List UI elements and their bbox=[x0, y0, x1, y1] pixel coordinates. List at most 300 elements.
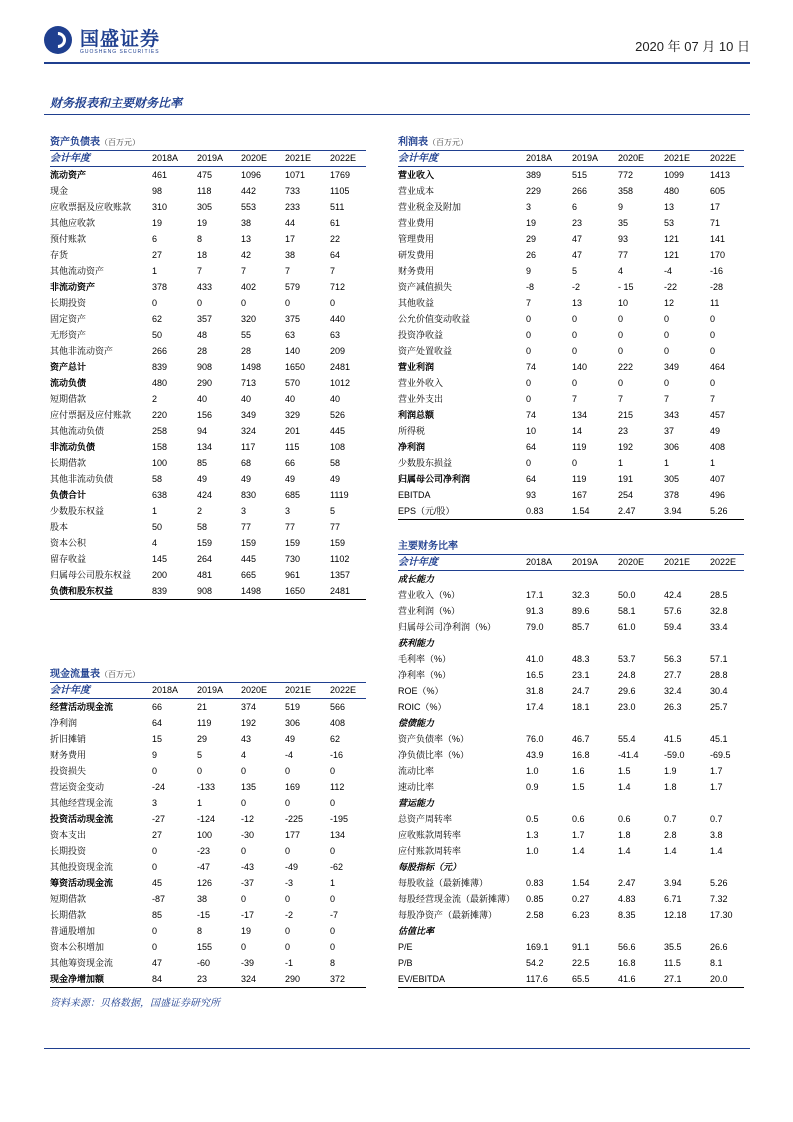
ratios-cell: 17.1 bbox=[526, 590, 544, 600]
income-cell: 1099 bbox=[664, 170, 685, 180]
income-cell: 0 bbox=[572, 330, 578, 340]
ratios-cell: 65.5 bbox=[572, 974, 590, 984]
balance-row-label: 资本公积 bbox=[50, 538, 87, 548]
cashflow-cell: 306 bbox=[285, 718, 301, 728]
balance-cell: 961 bbox=[285, 570, 301, 580]
income-cell: 5 bbox=[572, 266, 578, 276]
cashflow-cell: 0 bbox=[330, 894, 336, 904]
income-cell: 121 bbox=[664, 234, 680, 244]
income-cell: -28 bbox=[710, 282, 724, 292]
ratios-cell: 0.85 bbox=[526, 894, 544, 904]
cashflow-cell: 23 bbox=[197, 974, 208, 984]
cashflow-cell: -43 bbox=[241, 862, 255, 872]
balance-row-label: 少数股东权益 bbox=[50, 506, 105, 516]
balance-cell: 570 bbox=[285, 378, 301, 388]
income-cell: -16 bbox=[710, 266, 724, 276]
income-cell: 140 bbox=[572, 362, 588, 372]
ratios-cell: 6.23 bbox=[572, 910, 590, 920]
income-cell: 47 bbox=[572, 250, 583, 260]
income-row bbox=[398, 503, 744, 519]
cashflow-cell: 27 bbox=[152, 830, 163, 840]
balance-row-label: 留存收益 bbox=[50, 554, 87, 564]
income-row-label: 少数股东损益 bbox=[398, 458, 453, 468]
cashflow-cell: -24 bbox=[152, 782, 166, 792]
income-cell: 119 bbox=[572, 474, 587, 484]
balance-cell: 209 bbox=[330, 346, 346, 356]
balance-cell: 77 bbox=[241, 522, 252, 532]
income-cell: 47 bbox=[572, 234, 583, 244]
income-row-label: EBITDA bbox=[398, 490, 431, 500]
ratios-cell: 17.30 bbox=[710, 910, 733, 920]
cashflow-cell: -49 bbox=[285, 862, 299, 872]
cashflow-row bbox=[50, 715, 366, 731]
ratios-row bbox=[398, 939, 744, 955]
balance-cell: 58 bbox=[197, 522, 208, 532]
balance-row-label: 固定资产 bbox=[50, 314, 87, 324]
ratios-cell: 1.4 bbox=[572, 846, 585, 856]
balance-cell: 98 bbox=[152, 186, 163, 196]
balance-cell: 68 bbox=[241, 458, 252, 468]
cashflow-cell: 566 bbox=[330, 702, 346, 712]
balance-cell: 713 bbox=[241, 378, 257, 388]
income-cell: 0 bbox=[526, 458, 532, 468]
ratios-cell: 57.1 bbox=[710, 654, 728, 664]
cashflow-cell: 0 bbox=[330, 846, 336, 856]
income-row-label: 归属母公司净利润 bbox=[398, 474, 471, 484]
balance-cell: 7 bbox=[241, 266, 247, 276]
ratios-cell bbox=[526, 715, 572, 731]
ratios-cell: 45.1 bbox=[710, 734, 728, 744]
ratios-cell: 1.8 bbox=[618, 830, 631, 840]
ratios-row-label: 应收账款周转率 bbox=[398, 830, 462, 840]
balance-row bbox=[50, 183, 366, 199]
balance-cell: 1498 bbox=[241, 362, 262, 372]
balance-cell: 233 bbox=[285, 202, 301, 212]
income-row bbox=[398, 231, 744, 247]
balance-row bbox=[50, 231, 366, 247]
ratios-cell: 91.3 bbox=[526, 606, 544, 616]
income-cell: 7 bbox=[710, 394, 716, 404]
balance-cell: 305 bbox=[197, 202, 213, 212]
balance-cell: 38 bbox=[285, 250, 296, 260]
ratios-cell: 30.4 bbox=[710, 686, 728, 696]
income-cell: 74 bbox=[526, 410, 537, 420]
ratios-cell bbox=[526, 795, 572, 811]
cashflow-cell: -124 bbox=[197, 814, 216, 824]
ratios-cell bbox=[572, 635, 618, 651]
balance-cell: 0 bbox=[285, 298, 291, 308]
ratios-row bbox=[398, 955, 744, 971]
income-cell: 26 bbox=[526, 250, 537, 260]
income-cell: 0 bbox=[710, 346, 716, 356]
ratios-cell: 2.8 bbox=[664, 830, 677, 840]
balance-cell: 28 bbox=[197, 346, 208, 356]
cashflow-cell: -30 bbox=[241, 830, 255, 840]
cashflow-cell: 0 bbox=[241, 942, 247, 952]
balance-header-row bbox=[50, 151, 366, 167]
ratios-cell: 1.5 bbox=[572, 782, 585, 792]
balance-cell: 94 bbox=[197, 426, 208, 436]
income-row-label: EPS（元/股） bbox=[398, 506, 455, 516]
cashflow-row bbox=[50, 811, 366, 827]
cashflow-row bbox=[50, 875, 366, 891]
cashflow-row bbox=[50, 699, 366, 715]
balance-row bbox=[50, 423, 366, 439]
cashflow-cell: -7 bbox=[330, 910, 339, 920]
income-cell: 457 bbox=[710, 410, 726, 420]
income-cell: 10 bbox=[526, 426, 537, 436]
balance-cell: 481 bbox=[197, 570, 213, 580]
balance-cell: 13 bbox=[241, 234, 252, 244]
ratios-row-label: 营业收入（%） bbox=[398, 590, 461, 600]
balance-cell: 19 bbox=[197, 218, 208, 228]
ratios-section-row bbox=[398, 715, 744, 731]
balance-cell: 19 bbox=[152, 218, 163, 228]
ratios-cell: 61.0 bbox=[618, 622, 636, 632]
ratios-cell: 42.4 bbox=[664, 590, 682, 600]
balance-cell: 50 bbox=[152, 522, 163, 532]
balance-row-label: 预付账款 bbox=[50, 234, 87, 244]
ratios-row-label: 应付账款周转率 bbox=[398, 846, 462, 856]
income-cell: 4 bbox=[618, 266, 624, 276]
balance-cell: 1102 bbox=[330, 554, 350, 564]
balance-cell: 424 bbox=[197, 490, 213, 500]
ratios-cell: 16.5 bbox=[526, 670, 544, 680]
cashflow-cell: -37 bbox=[241, 878, 255, 888]
balance-row bbox=[50, 503, 366, 519]
income-cell: 0 bbox=[618, 314, 624, 324]
ratios-row bbox=[398, 891, 744, 907]
income-cell: 0.83 bbox=[526, 506, 544, 516]
cashflow-cell: 290 bbox=[285, 974, 301, 984]
income-unit: （百万元） bbox=[428, 138, 468, 147]
ratios-cell bbox=[710, 795, 744, 811]
balance-row-label: 长期投资 bbox=[50, 298, 87, 308]
income-cell: 64 bbox=[526, 442, 537, 452]
balance-cell: 0 bbox=[330, 298, 336, 308]
cashflow-cell: 45 bbox=[152, 878, 163, 888]
cashflow-cell: 84 bbox=[152, 974, 163, 984]
balance-cell: 48 bbox=[197, 330, 208, 340]
ratios-cell bbox=[710, 859, 744, 875]
income-cell: 254 bbox=[618, 490, 634, 500]
income-row-label: 其他收益 bbox=[398, 298, 435, 308]
cashflow-cell: 119 bbox=[197, 718, 212, 728]
ratios-cell: 17.4 bbox=[526, 702, 544, 712]
ratios-caption bbox=[398, 540, 744, 554]
balance-cell: 66 bbox=[285, 458, 296, 468]
cashflow-cell: 5 bbox=[197, 750, 203, 760]
income-cell: -2 bbox=[572, 282, 581, 292]
income-cell: 2.47 bbox=[618, 506, 636, 516]
cashflow-cell: 85 bbox=[152, 910, 163, 920]
data-source-note: 资料来源：贝格数据，国盛证券研究所 bbox=[50, 998, 220, 1009]
cashflow-cell: 0 bbox=[197, 766, 203, 776]
ratios-cell: 41.5 bbox=[664, 734, 682, 744]
balance-cell: 2 bbox=[152, 394, 158, 404]
cashflow-row-label: 投资损失 bbox=[50, 766, 87, 776]
ratios-cell bbox=[618, 571, 664, 587]
cashflow-cell: 408 bbox=[330, 718, 346, 728]
balance-cell: 830 bbox=[241, 490, 257, 500]
income-row bbox=[398, 311, 744, 327]
income-cell: 17 bbox=[710, 202, 721, 212]
balance-cell: 480 bbox=[152, 378, 168, 388]
income-cell: 0 bbox=[618, 378, 624, 388]
ratios-row bbox=[398, 683, 744, 699]
income-cell: 772 bbox=[618, 170, 634, 180]
ratios-cell: 48.3 bbox=[572, 654, 590, 664]
ratios-cell: 76.0 bbox=[526, 734, 544, 744]
ratios-cell: -41.4 bbox=[618, 750, 639, 760]
balance-cell: 50 bbox=[152, 330, 163, 340]
income-cell: 222 bbox=[618, 362, 634, 372]
income-cell: 305 bbox=[664, 474, 680, 484]
ratios-section-row bbox=[398, 859, 744, 875]
cashflow-cell: 100 bbox=[197, 830, 213, 840]
ratios-cell: 33.4 bbox=[710, 622, 728, 632]
balance-unit: （百万元） bbox=[100, 138, 140, 147]
balance-cell: 77 bbox=[330, 522, 341, 532]
income-cell: 0 bbox=[526, 330, 532, 340]
ratios-cell bbox=[664, 859, 710, 875]
income-cell: 9 bbox=[618, 202, 624, 212]
balance-cell: 733 bbox=[285, 186, 301, 196]
balance-cell: 118 bbox=[197, 186, 212, 196]
income-cell: 19 bbox=[526, 218, 537, 228]
ratios-cell: 1.7 bbox=[572, 830, 585, 840]
balance-cell: 40 bbox=[197, 394, 208, 404]
ratios-cell: 28.8 bbox=[710, 670, 728, 680]
balance-cell: 258 bbox=[152, 426, 168, 436]
ratios-cell: 22.5 bbox=[572, 958, 590, 968]
income-cell: 37 bbox=[664, 426, 675, 436]
ratios-cell: 41.6 bbox=[618, 974, 636, 984]
balance-header-year: 2019A bbox=[197, 153, 224, 163]
income-statement-table bbox=[398, 136, 744, 520]
cashflow-cell: -195 bbox=[330, 814, 349, 824]
balance-caption bbox=[50, 136, 366, 150]
ratios-row-label: 流动比率 bbox=[398, 766, 435, 776]
ratios-cell: 57.6 bbox=[664, 606, 682, 616]
ratios-cell: 27.7 bbox=[664, 670, 682, 680]
income-cell: 0 bbox=[572, 346, 578, 356]
balance-cell: 40 bbox=[285, 394, 296, 404]
cashflow-cell: 126 bbox=[197, 878, 213, 888]
income-cell: -8 bbox=[526, 282, 535, 292]
cashflow-cell: 19 bbox=[241, 926, 252, 936]
balance-row bbox=[50, 519, 366, 535]
income-cell: 170 bbox=[710, 250, 726, 260]
cashflow-row bbox=[50, 747, 366, 763]
ratios-bottom-rule bbox=[398, 987, 744, 988]
cashflow-cell: 9 bbox=[152, 750, 158, 760]
ratios-row bbox=[398, 651, 744, 667]
ratios-row bbox=[398, 587, 744, 603]
ratios-row-label: 获利能力 bbox=[398, 638, 435, 648]
balance-cell: 0 bbox=[197, 298, 203, 308]
balance-cell: 3 bbox=[241, 506, 247, 516]
balance-cell: 1 bbox=[152, 266, 158, 276]
income-row-label: 营业费用 bbox=[398, 218, 435, 228]
cashflow-row bbox=[50, 795, 366, 811]
cashflow-row-label: 折旧摊销 bbox=[50, 734, 87, 744]
cashflow-row-label: 营运资金变动 bbox=[50, 782, 105, 792]
cashflow-cell: 0 bbox=[241, 894, 247, 904]
balance-cell: 1498 bbox=[241, 586, 262, 596]
ratios-cell bbox=[572, 923, 618, 939]
balance-cell: 324 bbox=[241, 426, 257, 436]
income-row-label: 公允价值变动收益 bbox=[398, 314, 471, 324]
balance-cell: 442 bbox=[241, 186, 257, 196]
balance-cell: 140 bbox=[285, 346, 301, 356]
balance-row-label: 现金 bbox=[50, 186, 69, 196]
ratios-cell bbox=[710, 715, 744, 731]
cashflow-cell: 134 bbox=[330, 830, 346, 840]
balance-cell: 1650 bbox=[285, 586, 306, 596]
cashflow-header-year: 2019A bbox=[197, 685, 224, 695]
cashflow-header-year: 2018A bbox=[152, 685, 179, 695]
income-row-label: 营业外支出 bbox=[398, 394, 444, 404]
ratios-cell: 3.94 bbox=[664, 878, 682, 888]
income-cell: 0 bbox=[664, 314, 670, 324]
balance-cell: 0 bbox=[241, 298, 247, 308]
balance-cell: 49 bbox=[330, 474, 341, 484]
ratios-row-label: 毛利率（%） bbox=[398, 654, 452, 664]
cashflow-unit: （百万元） bbox=[100, 670, 140, 679]
balance-cell: 28 bbox=[241, 346, 252, 356]
cashflow-cell: 177 bbox=[285, 830, 301, 840]
ratios-cell: 20.0 bbox=[710, 974, 728, 984]
cashflow-cell: 135 bbox=[241, 782, 257, 792]
balance-cell: 1769 bbox=[330, 170, 351, 180]
cashflow-cell: 0 bbox=[152, 846, 158, 856]
income-cell: 1 bbox=[618, 458, 624, 468]
cashflow-cell: -17 bbox=[241, 910, 255, 920]
balance-cell: 8 bbox=[197, 234, 203, 244]
ratios-row bbox=[398, 907, 744, 923]
income-cell: 0 bbox=[572, 378, 578, 388]
income-cell: 7 bbox=[664, 394, 670, 404]
income-cell: 167 bbox=[572, 490, 588, 500]
balance-cell: 220 bbox=[152, 410, 168, 420]
balance-cell: 1105 bbox=[330, 186, 350, 196]
balance-row-label: 归属母公司股东权益 bbox=[50, 570, 132, 580]
cashflow-cell: -225 bbox=[285, 814, 304, 824]
ratios-cell: 27.1 bbox=[664, 974, 682, 984]
cashflow-cell: 374 bbox=[241, 702, 257, 712]
income-row-label: 营业外收入 bbox=[398, 378, 444, 388]
cashflow-row-label: 投资活动现金流 bbox=[50, 814, 114, 824]
ratios-row bbox=[398, 667, 744, 683]
ratios-cell: 18.1 bbox=[572, 702, 590, 712]
ratios-row-label: 净负债比率（%） bbox=[398, 750, 470, 760]
income-cell: 408 bbox=[710, 442, 726, 452]
income-cell: 480 bbox=[664, 186, 680, 196]
income-row-label: 所得税 bbox=[398, 426, 426, 436]
cashflow-cell: -60 bbox=[197, 958, 211, 968]
balance-row-label: 非流动负债 bbox=[50, 442, 96, 452]
guosheng-logo-icon bbox=[44, 26, 72, 54]
balance-cell: 908 bbox=[197, 586, 213, 596]
cashflow-cell: 1 bbox=[330, 878, 336, 888]
ratios-header-year: 2020E bbox=[618, 557, 645, 567]
ratios-cell: 1.7 bbox=[710, 766, 723, 776]
ratios-cell bbox=[618, 859, 664, 875]
income-cell: 515 bbox=[572, 170, 588, 180]
ratios-cell: 29.6 bbox=[618, 686, 636, 696]
cashflow-row bbox=[50, 779, 366, 795]
ratios-row-label: EV/EBITDA bbox=[398, 974, 446, 984]
ratios-cell: 7.32 bbox=[710, 894, 728, 904]
ratios-cell: 31.8 bbox=[526, 686, 544, 696]
income-row bbox=[398, 215, 744, 231]
ratios-row-label: ROE（%） bbox=[398, 686, 444, 696]
balance-row-label: 负债和股东权益 bbox=[50, 586, 114, 596]
balance-header-year: 2020E bbox=[241, 153, 268, 163]
cashflow-header-row bbox=[50, 683, 366, 699]
ratios-cell: 89.6 bbox=[572, 606, 590, 616]
cashflow-cell: 169 bbox=[285, 782, 301, 792]
income-row bbox=[398, 247, 744, 263]
cashflow-cell: 0 bbox=[330, 766, 336, 776]
income-row bbox=[398, 327, 744, 343]
ratios-cell: 26.3 bbox=[664, 702, 682, 712]
ratios-cell: 43.9 bbox=[526, 750, 544, 760]
ratios-cell: 32.4 bbox=[664, 686, 682, 696]
ratios-cell: 1.4 bbox=[664, 846, 677, 856]
balance-row bbox=[50, 327, 366, 343]
ratios-cell: 1.9 bbox=[664, 766, 677, 776]
ratios-cell: 16.8 bbox=[618, 958, 636, 968]
income-row-label: 财务费用 bbox=[398, 266, 435, 276]
income-cell: 343 bbox=[664, 410, 680, 420]
income-cell: 7 bbox=[572, 394, 578, 404]
income-row-label: 营业利润 bbox=[398, 362, 435, 372]
income-caption bbox=[398, 136, 744, 150]
balance-cell: 461 bbox=[152, 170, 168, 180]
cashflow-cell: 0 bbox=[285, 894, 291, 904]
income-row bbox=[398, 183, 744, 199]
footer-divider bbox=[44, 1048, 750, 1049]
balance-cell: 526 bbox=[330, 410, 346, 420]
cashflow-row-label: 其他投资现金流 bbox=[50, 862, 114, 872]
ratios-cell: 2.47 bbox=[618, 878, 636, 888]
cashflow-cell: 47 bbox=[152, 958, 163, 968]
balance-row-label: 资产总计 bbox=[50, 362, 87, 372]
income-header-year: 2018A bbox=[526, 153, 553, 163]
ratios-row bbox=[398, 827, 744, 843]
ratios-section-row bbox=[398, 923, 744, 939]
cashflow-header-year: 2020E bbox=[241, 685, 268, 695]
ratios-row bbox=[398, 619, 744, 635]
ratios-row-label: P/B bbox=[398, 958, 413, 968]
cashflow-cell: 0 bbox=[330, 942, 336, 952]
balance-row bbox=[50, 343, 366, 359]
income-cell: 0 bbox=[526, 346, 532, 356]
ratios-cell: 1.0 bbox=[526, 766, 539, 776]
balance-row bbox=[50, 215, 366, 231]
income-row bbox=[398, 263, 744, 279]
ratios-cell bbox=[572, 715, 618, 731]
ratios-cell: 54.2 bbox=[526, 958, 544, 968]
ratios-cell bbox=[572, 571, 618, 587]
income-cell: 53 bbox=[664, 218, 675, 228]
ratios-cell bbox=[710, 571, 744, 587]
ratios-cell: 28.5 bbox=[710, 590, 728, 600]
income-cell: 378 bbox=[664, 490, 680, 500]
income-cell: 306 bbox=[664, 442, 680, 452]
